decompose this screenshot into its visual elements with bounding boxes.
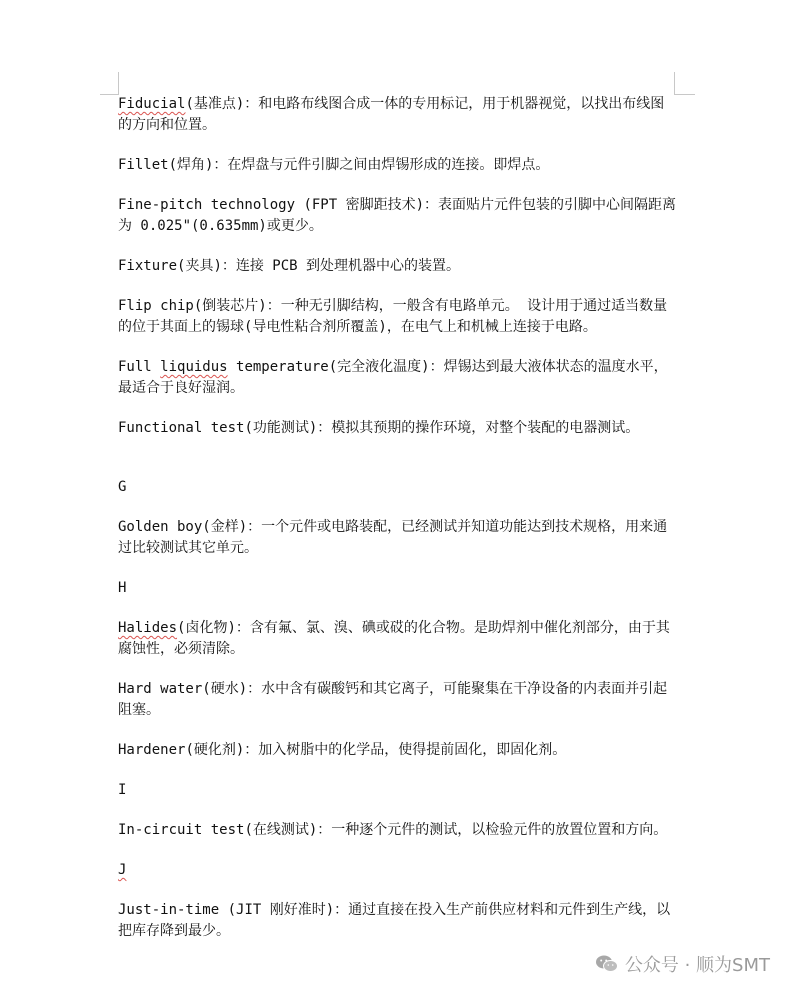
entry-definition: (FPT 密脚距技术)：表面贴片元件包装的引脚中心间隔距离为 0.025"(0.635mm)或更少。 xyxy=(118,197,677,234)
entry-hard-water xyxy=(118,679,678,721)
entry-functional-test xyxy=(118,418,678,439)
entry-definition: (JIT 刚好准时)：通过直接在投入生产前供应材料和元件到生产线，以把库存降到最少。 xyxy=(118,902,671,939)
entry-definition: (硬化剂)：加入树脂中的化学品，使得提前固化，即固化剂。 xyxy=(185,742,567,758)
entry-definition: (在线测试)：一种逐个元件的测试，以检验元件的放置位置和方向。 xyxy=(244,822,668,838)
section-letter-i: I xyxy=(118,782,127,798)
entry-definition: (金样)：一个元件或电路装配，已经测试并知道功能达到技术规格，用来通过比较测试其它单元。 xyxy=(118,519,668,556)
section-letter-j xyxy=(118,860,678,881)
wechat-icon xyxy=(595,954,619,974)
entry-term: Halides xyxy=(118,620,178,636)
entry-fillet xyxy=(118,155,678,176)
entry-term: Fixture xyxy=(118,258,178,274)
entry-fixture xyxy=(118,256,678,277)
entry-term: Just-in-time xyxy=(118,902,220,918)
entry-definition: (完全液化温度)：焊锡达到最大液体状态的温度水平，最适合于良好湿润。 xyxy=(118,359,668,396)
entry-definition: (硬水)：水中含有碳酸钙和其它离子，可能聚集在干净设备的内表面并引起阻塞。 xyxy=(118,681,668,718)
entry-term: Functional test xyxy=(118,420,245,436)
entry-definition: (基准点)：和电路布线图合成一体的专用标记，用于机器视觉，以找出布线图的方向和位置。 xyxy=(118,96,665,133)
entry-term: Hardener xyxy=(118,742,186,758)
entry-flip-chip xyxy=(118,296,678,338)
entry-in-circuit-test xyxy=(118,820,678,841)
crop-mark-top-right-v xyxy=(674,72,675,94)
crop-mark-top-left-v xyxy=(118,72,119,94)
entry-term: Fiducial xyxy=(118,96,186,112)
entry-fine-pitch xyxy=(118,195,678,237)
blank-line xyxy=(118,458,678,477)
watermark-text: 公众号 · 顺为SMT xyxy=(624,955,770,976)
entry-term: Flip chip xyxy=(118,298,194,314)
entry-term: Fillet xyxy=(118,157,169,173)
section-letter-g: G xyxy=(118,479,127,495)
entry-halides xyxy=(118,618,678,660)
entry-definition: (夹具)：连接 PCB 到处理机器中心的装置。 xyxy=(177,258,461,274)
entry-definition: (功能测试)：模拟其预期的操作环境，对整个装配的电器测试。 xyxy=(244,420,640,436)
entry-definition: (卤化物)：含有氟、氯、溴、碘或砹的化合物。是助焊剂中催化剂部分，由于其腐蚀性，必须清除。 xyxy=(118,620,670,657)
entry-hardener xyxy=(118,740,678,761)
entry-full-liquidus xyxy=(118,357,678,399)
crop-mark-top-left-h xyxy=(100,94,119,95)
entry-term: In-circuit test xyxy=(118,822,245,838)
entry-term: Fine-pitch technology xyxy=(118,197,296,213)
entry-definition: (焊角)：在焊盘与元件引脚之间由焊锡形成的连接。即焊点。 xyxy=(168,157,550,173)
section-letter-j-text: J xyxy=(118,862,127,878)
entry-golden-boy xyxy=(118,517,678,559)
document-body xyxy=(118,94,678,961)
spellcheck-word: liquidus xyxy=(160,359,228,375)
entry-definition: (倒装芯片)：一种无引脚结构，一般含有电路单元。 设计用于通过适当数量的位于其面上的锡球(导电性粘合剂所覆盖)，在电气上和机械上连接于电路。 xyxy=(118,298,668,335)
entry-term: Hard water xyxy=(118,681,203,697)
entry-fiducial xyxy=(118,94,678,136)
entry-term: Golden boy xyxy=(118,519,203,535)
entry-term: Full liquidus temperature xyxy=(118,359,329,375)
entry-just-in-time xyxy=(118,900,678,942)
watermark xyxy=(595,951,770,977)
section-letter-h: H xyxy=(118,580,127,596)
